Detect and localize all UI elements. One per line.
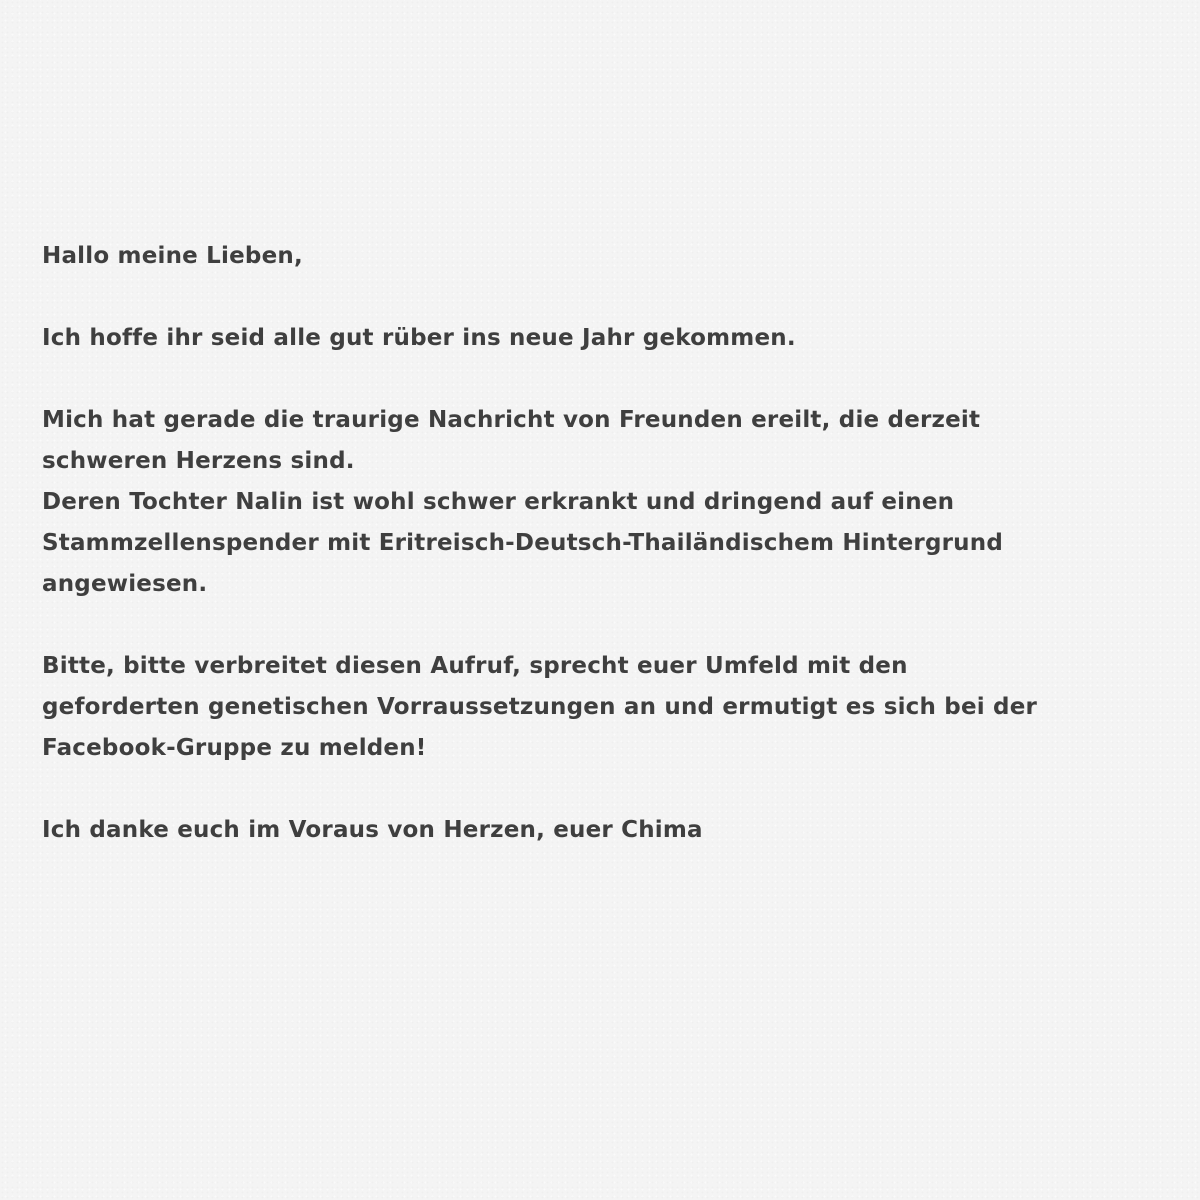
news-line-4: Stammzellenspender mit Eritreisch-Deutsch-Thailändischem Hintergrund [42, 530, 1003, 556]
appeal-line-1: Bitte, bitte verbreitet diesen Aufruf, sprecht euer Umfeld mit den [42, 653, 908, 679]
closing-line: Ich danke euch im Voraus von Herzen, euer Chima [42, 817, 703, 843]
news-line-2: schweren Herzens sind. [42, 448, 355, 474]
news-line-1: Mich hat gerade die traurige Nachricht von Freunden ereilt, die derzeit [42, 407, 981, 433]
greeting-line: Hallo meine Lieben, [42, 243, 303, 269]
news-paragraph [42, 400, 1172, 605]
closing-paragraph [42, 810, 1172, 851]
new-year-line: Ich hoffe ihr seid alle gut rüber ins neue Jahr gekommen. [42, 325, 796, 351]
appeal-line-3: Facebook-Gruppe zu melden! [42, 735, 427, 761]
appeal-paragraph [42, 646, 1172, 769]
news-line-5: angewiesen. [42, 571, 208, 597]
greeting-paragraph [42, 236, 1172, 277]
news-line-3: Deren Tochter Nalin ist wohl schwer erkrankt und dringend auf einen [42, 489, 955, 515]
appeal-line-2: geforderten genetischen Vorraussetzungen an und ermutigt es sich bei der [42, 694, 1038, 720]
note-text [42, 236, 1172, 851]
new-year-paragraph [42, 318, 1172, 359]
